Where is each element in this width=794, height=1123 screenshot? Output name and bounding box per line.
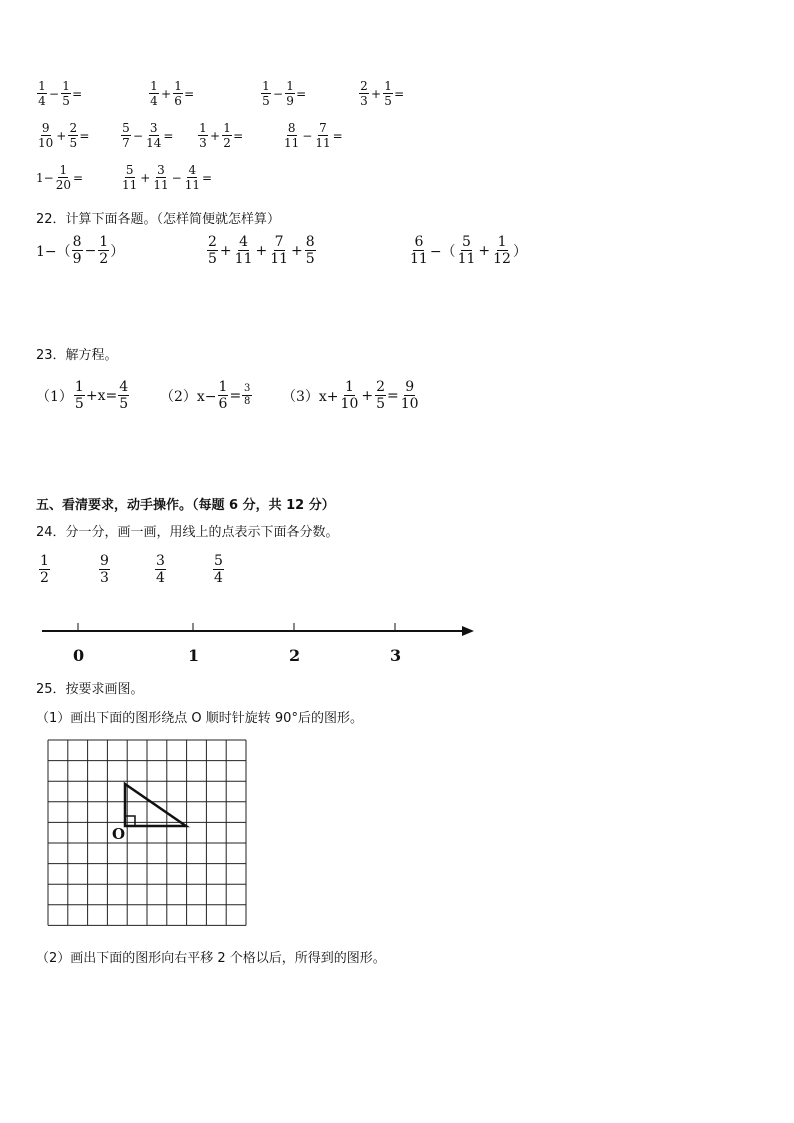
expr-row1-2: $\frac{1}{4}$ + $\frac{1}{6}$ = xyxy=(150,79,195,108)
axis-label-2: 2 xyxy=(289,646,301,665)
right-triangle xyxy=(125,784,186,826)
q22-expr-2: $\frac{2}{5}$ + $\frac{4}{11}$ + $\frac{7}{11}$ + $\frac{8}{5}$ xyxy=(208,234,315,267)
q22-title: 22．计算下面各题。（怎样简便就怎样算） xyxy=(36,212,281,227)
right-angle-mark xyxy=(125,816,135,826)
origin-label: O xyxy=(112,825,126,843)
number-line xyxy=(36,615,486,675)
expr-row3-1: 1− $\frac{1}{20}$ = xyxy=(36,163,84,192)
q23-eq-3: （3）x+ $\frac{1}{10}$ + $\frac{2}{5}$ = $\frac{9}{10}$ xyxy=(282,379,419,412)
expr-row1-3: $\frac{1}{5}$ − $\frac{1}{9}$ = xyxy=(262,79,307,108)
expr-row1-4: $\frac{2}{3}$ + $\frac{1}{5}$ = xyxy=(360,79,405,108)
q23-eq-2: （2）x− $\frac{1}{6}$ = $\frac{3}{8}$ xyxy=(160,379,251,412)
q24-frac-3: $\frac{3}{4}$ xyxy=(156,553,165,586)
q24-frac-2: $\frac{9}{3}$ xyxy=(100,553,109,586)
q24-frac-4: $\frac{5}{4}$ xyxy=(214,553,223,586)
expr-row2-4: $\frac{8}{11}$ − $\frac{7}{11}$ = xyxy=(284,121,343,150)
expr-row1-1: $\frac{1}{4}$ − $\frac{1}{5}$ = xyxy=(38,79,83,108)
axis-label-1: 1 xyxy=(188,646,200,665)
axis-label-0: 0 xyxy=(73,646,85,665)
q22-expr-1: 1−（ $\frac{8}{9}$ − $\frac{1}{2}$ ） xyxy=(36,234,125,267)
q24-title: 24．分一分，画一画，用线上的点表示下面各分数。 xyxy=(36,525,339,540)
q25-part2: （2）画出下面的图形向右平移 2 个格以后，所得到的图形。 xyxy=(36,951,386,966)
axis-label-3: 3 xyxy=(390,646,402,665)
section5-title: 五、看清要求，动手操作。（每题 6 分，共 12 分） xyxy=(36,498,335,513)
grid-figure xyxy=(44,736,254,936)
q22-expr-3: $\frac{6}{11}$ −（ $\frac{5}{11}$ + $\frac{1}{12}$ ） xyxy=(410,234,527,267)
number-line-arrow-icon xyxy=(462,626,474,636)
q24-frac-1: $\frac{1}{2}$ xyxy=(40,553,49,586)
q25-part1: （1）画出下面的图形绕点 O 顺时针旋转 90°后的图形。 xyxy=(36,711,363,726)
expr-row2-2: $\frac{5}{7}$ − $\frac{3}{14}$ = xyxy=(122,121,174,150)
expr-row2-1: $\frac{9}{10}$ + $\frac{2}{5}$ = xyxy=(38,121,90,150)
expr-row3-2: $\frac{5}{11}$ + $\frac{3}{11}$ − $\frac{4}{11}$ = xyxy=(122,163,213,192)
q25-title: 25．按要求画图。 xyxy=(36,682,144,697)
q23-eq-1: （1） $\frac{1}{5}$ +x= $\frac{4}{5}$ xyxy=(36,379,129,412)
q23-title: 23．解方程。 xyxy=(36,348,118,363)
expr-row2-3: $\frac{1}{3}$ + $\frac{1}{2}$ = xyxy=(199,121,244,150)
